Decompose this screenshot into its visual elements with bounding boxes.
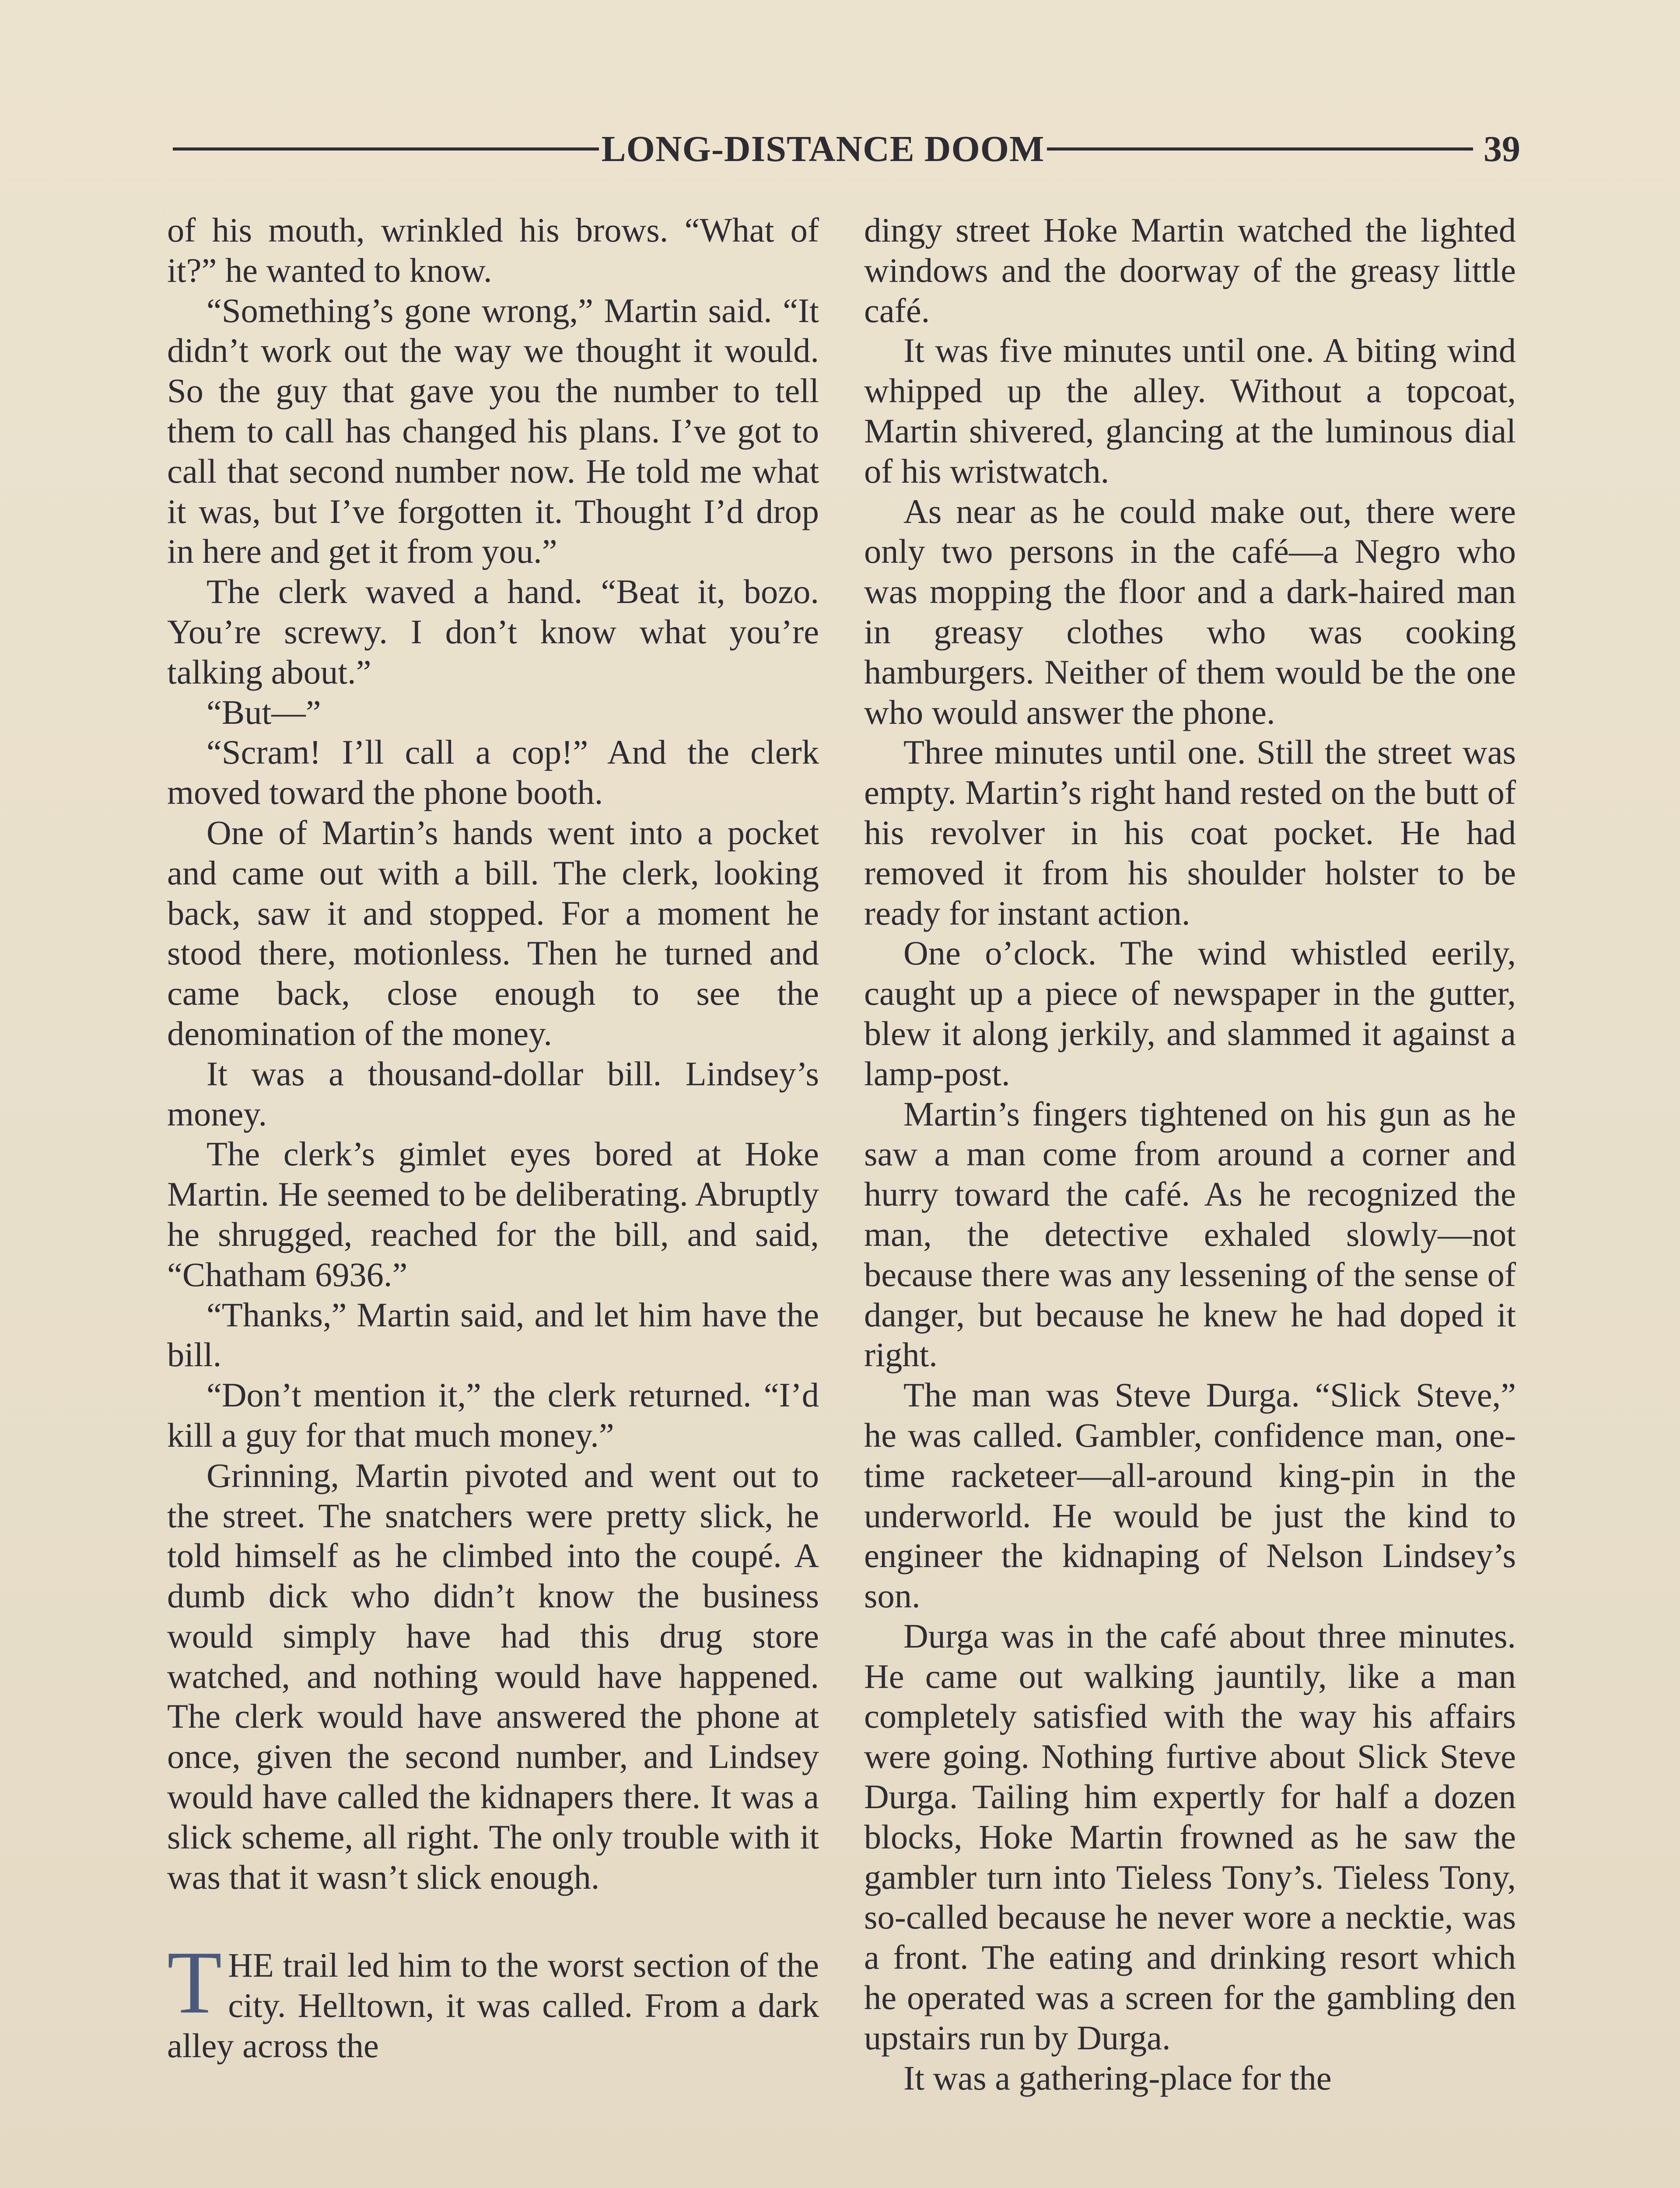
paragraph: It was a thousand-dollar bill. Lindsey’s money. [167,1054,819,1133]
paragraph: One of Martin’s hands went into a pocket and came out with a bill. The clerk, looking back, saw it and stopped. For a moment he stood there, motionless. Then he turned and came back, close enough to see the denomination of the money. [167,813,819,1052]
header-title: LONG-DISTANCE DOOM [601,128,1045,169]
running-header [173,123,1520,175]
page-number: 39 [1484,128,1520,169]
paragraph: Martin’s fingers tightened on his gun as he saw a man come from around a corner and hurry toward the café. As he recognized the man, the detective exhaled slowly—not because there was any lessening of the sense of danger, but because he knew he had doped it right. [864,1094,1516,1374]
paragraph: “Don’t mention it,” the clerk returned. “I’d kill a guy for that much money.” [167,1376,819,1454]
paragraph: The clerk waved a hand. “Beat it, bozo. You’re screwy. I don’t know what you’re talking about.” [167,572,819,691]
paragraph: It was a gathering-place for the [903,2058,1332,2097]
header-rule-right [1047,147,1473,151]
paragraph: dingy street Hoke Martin watched the lighted windows and the doorway of the greasy little café. [864,211,1516,330]
section-opening-paragraph [167,1933,819,2065]
paragraph: “Something’s gone wrong,” Martin said. “It didn’t work out the way we thought it would. So the guy that gave you the number to tell them to call has changed his plans. I’ve got to call that second number now. He told me what it was, but I’ve forgotten it. Thought I’d drop in here and get it from you.” [167,291,819,571]
paragraph: The man was Steve Durga. “Slick Steve,” he was called. Gambler, confidence man, one-time racketeer—all-around king-pin in the underworld. He would be just the kind to engineer the kidnaping of Nelson Lindsey’s son. [864,1376,1516,1615]
header-rule-left [173,147,599,151]
paragraph: “Thanks,” Martin said, and let him have the bill. [167,1295,819,1374]
paragraph: As near as he could make out, there were only two persons in the café—a Negro who was mopping the floor and a dark-haired man in greasy clothes who was cooking hamburgers. Neither of them would be the one who would answer the phone. [864,492,1516,731]
drop-cap: T [167,1933,222,2033]
paragraph: Three minutes until one. Still the street was empty. Martin’s right hand rested on the butt of his revolver in his coat pocket. He had removed it from his shoulder holster to be ready for instant action. [864,733,1516,932]
left-column [167,210,819,2066]
paragraph: One o’clock. The wind whistled eerily, caught up a piece of newspaper in the gutter, blew it along jerkily, and slammed it against a lamp-post. [864,934,1516,1093]
paragraph: “Scram! I’ll call a cop!” And the clerk moved toward the phone booth. [167,733,819,812]
right-column [864,210,1516,2098]
paragraph: The clerk’s gimlet eyes bored at Hoke Martin. He seemed to be deliberating. Abruptly he shrugged, reached for the bill, and said, “Chatham 6936.” [167,1135,819,1294]
section-opening-text: HE trail led him to the worst section of the city. Helltown, it was called. From a dark alley across the [167,1946,819,2065]
paragraph: of his mouth, wrinkled his brows. “What of it?” he wanted to know. [167,211,819,289]
paragraph: “But—” [206,693,321,731]
section-break [167,1897,819,1945]
paragraph: Grinning, Martin pivoted and went out to the street. The snatchers were pretty slick, he told himself as he climbed into the coupé. A dumb dick who didn’t know the business would simply have had this drug store watched, and nothing would have happened. The clerk would have answered the phone at once, given the second number, and Lindsey would have called the kidnapers there. It was a slick scheme, all right. The only trouble with it was that it wasn’t slick enough. [167,1456,819,1896]
paragraph: It was five minutes until one. A biting wind whipped up the alley. Without a topcoat, Martin shivered, glancing at the luminous dial of his wristwatch. [864,331,1516,490]
paragraph: Durga was in the café about three minutes. He came out walking jauntily, like a man completely satisfied with the way his affairs were going. Nothing furtive about Slick Steve Durga. Tailing him expertly for half a dozen blocks, Hoke Martin frowned as he saw the gambler turn into Tieless Tony’s. Tieless Tony, so-called because he never wore a necktie, was a front. The eating and drinking resort which he operated was a screen for the gambling den upstairs run by Durga. [864,1616,1516,2057]
